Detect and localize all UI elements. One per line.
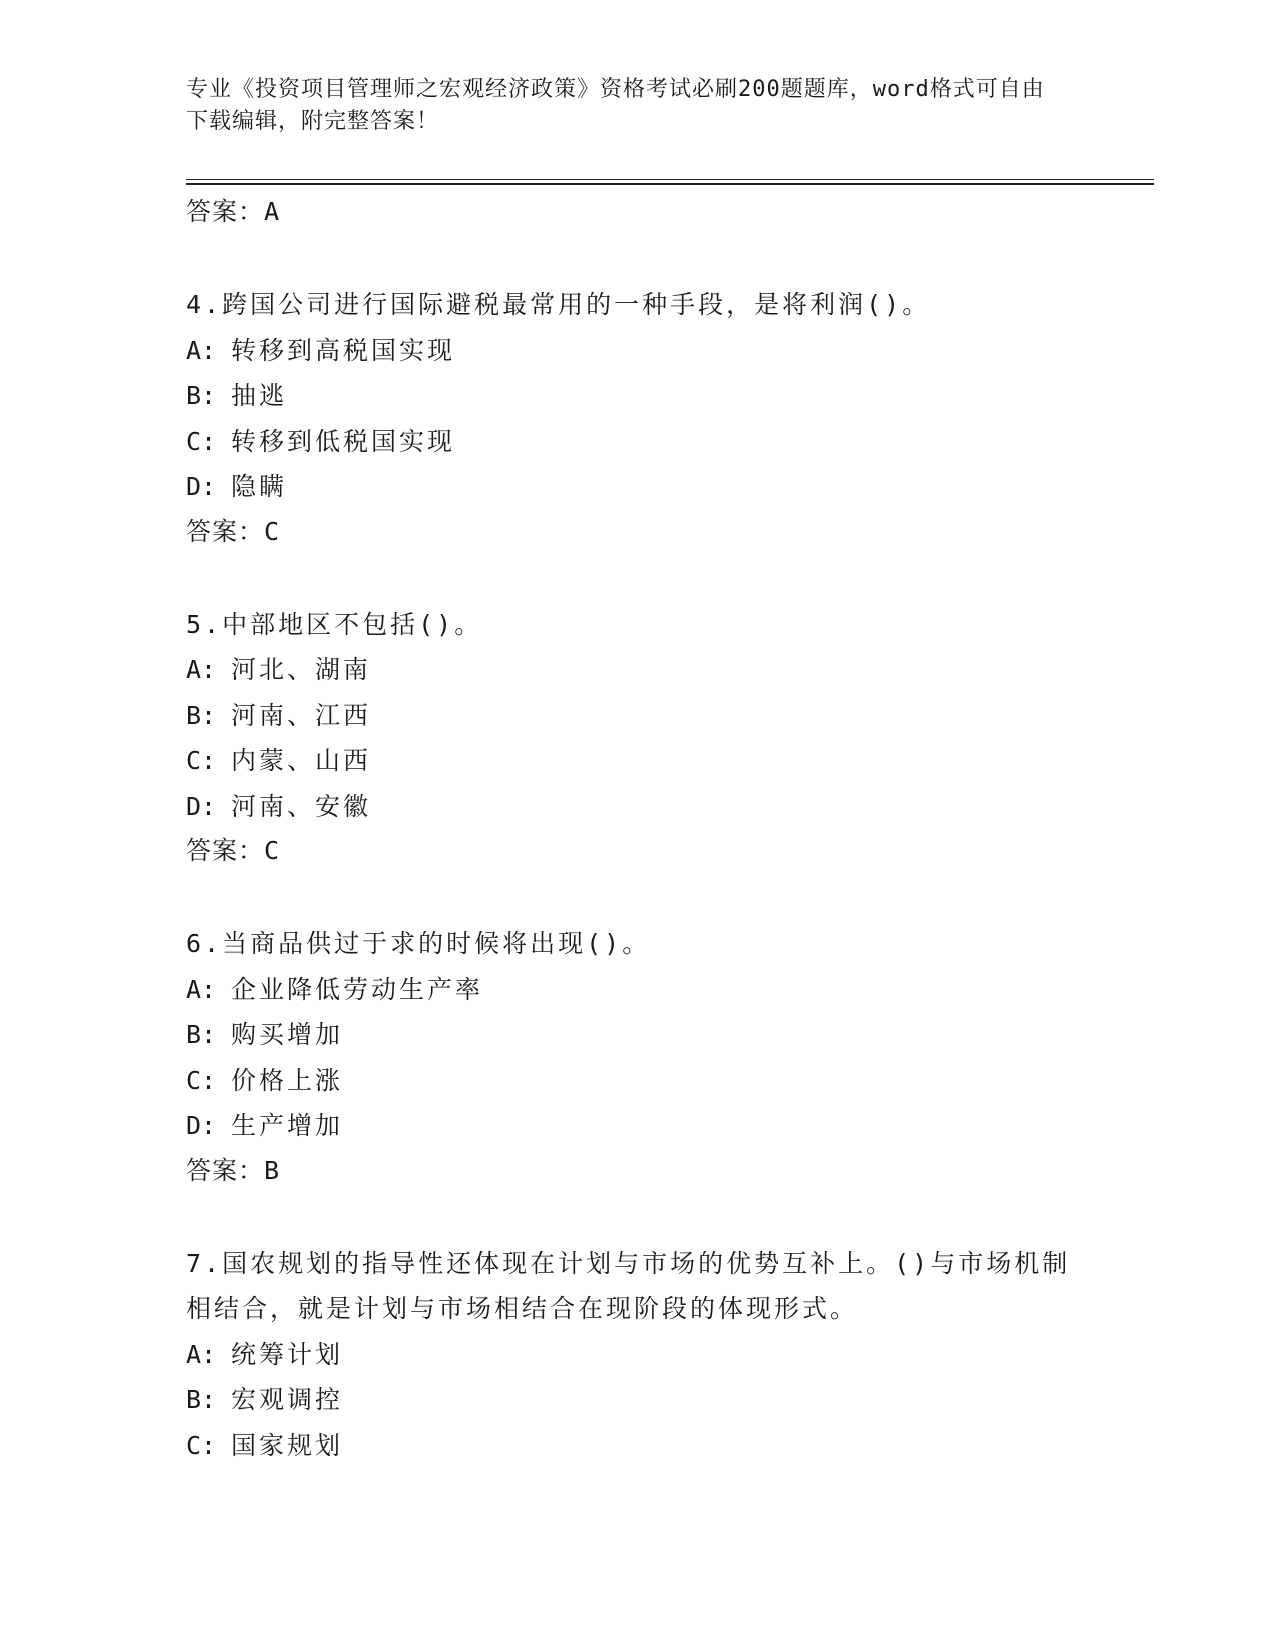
option-letter: A: [186,974,217,1004]
answer-value: C [264,516,281,546]
option-letter: C: [186,1065,217,1095]
option-b [186,373,1086,419]
option-b [186,1377,1086,1423]
option-letter: A: [186,1339,217,1369]
option-b [186,1012,1086,1058]
option-text: 生产增加 [231,1111,344,1140]
header-divider-thick [186,183,1154,185]
option-text: 河北、湖南 [231,655,372,684]
option-c [186,1058,1086,1104]
option-d [186,784,1086,830]
option-text: 价格上涨 [231,1065,344,1095]
option-c [186,738,1086,784]
answer-value: B [264,1155,281,1185]
option-letter: B: [186,700,217,730]
option-d [186,1103,1086,1149]
option-letter: C: [186,746,217,775]
option-letter: C: [186,1430,217,1460]
document-header: 专业《投资项目管理师之宏观经济政策》资格考试必刷200题题库，word格式可自由下载编辑，附完整答案！ [186,77,1045,134]
option-text: 宏观调控 [231,1385,344,1414]
option-text: 国家规划 [231,1430,344,1460]
option-text: 抽逃 [231,381,288,410]
question-item [186,282,1086,554]
option-a [186,967,1086,1013]
option-d [186,464,1086,510]
option-letter: D: [186,472,217,501]
answer-label: 答案： [186,836,265,865]
option-letter: A: [186,335,217,365]
option-text: 河南、安徽 [231,791,372,821]
option-c [186,1423,1086,1469]
question-list [186,190,1086,1468]
question-text: 4.跨国公司进行国际避税最常用的一种手段，是将利润()。 [186,290,931,319]
question-text: 6.当商品供过于求的时候将出现()。 [186,929,651,958]
answer-label: 答案： [186,197,265,226]
answer-line [186,510,1086,554]
option-letter: C: [186,426,217,456]
option-a [186,1332,1086,1378]
option-letter: B: [186,381,217,410]
answer-value: C [264,836,281,865]
answer-label: 答案： [186,1155,265,1185]
option-text: 隐瞒 [231,472,288,501]
option-text: 内蒙、山西 [231,746,372,775]
question-item [186,1241,1086,1469]
option-c [186,419,1086,465]
option-text: 转移到高税国实现 [231,335,456,365]
option-text: 统筹计划 [231,1339,344,1369]
answer-line [186,190,1086,234]
option-a [186,647,1086,693]
header-divider-thin [186,179,1154,180]
option-text: 企业降低劳动生产率 [231,974,484,1004]
question-item [186,602,1086,874]
question-item [186,921,1086,1193]
option-a [186,328,1086,374]
option-letter: B: [186,1385,217,1414]
option-text: 购买增加 [231,1020,344,1049]
option-letter: A: [186,655,217,684]
question-text: 5.中部地区不包括()。 [186,609,483,639]
answer-value: A [264,197,281,226]
option-letter: D: [186,791,217,821]
option-text: 转移到低税国实现 [231,426,456,456]
question-text: 7.国农规划的指导性还体现在计划与市场的优势互补上。()与市场机制相结合，就是计划与市场相结合在现阶段的体现形式。 [186,1248,1071,1323]
answer-label: 答案： [186,516,265,546]
option-b [186,693,1086,739]
option-text: 河南、江西 [231,700,372,730]
answer-line [186,1149,1086,1193]
option-letter: B: [186,1020,217,1049]
option-letter: D: [186,1111,217,1140]
answer-line [186,829,1086,873]
